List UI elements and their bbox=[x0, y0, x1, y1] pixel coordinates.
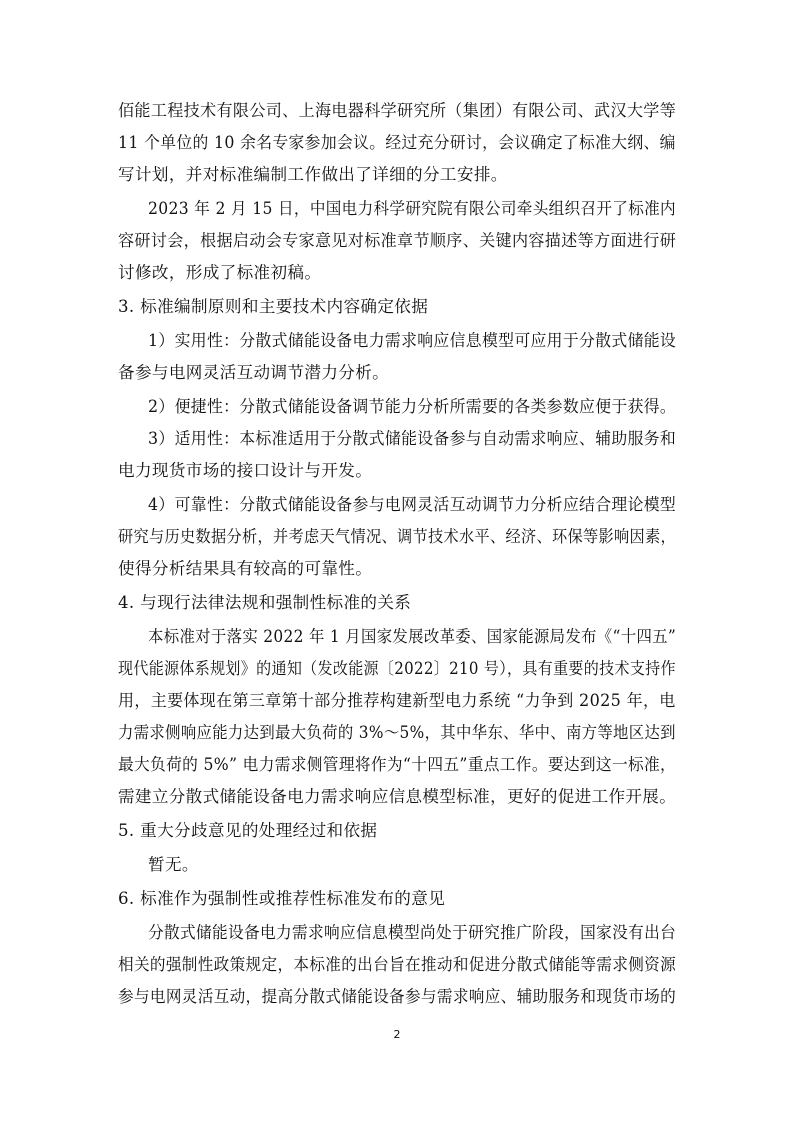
text-line: 分散式储能设备电力需求响应信息模型尚处于研究推广阶段，国家没有出台 bbox=[148, 923, 677, 942]
text-line: 写计划，并对标准编制工作做出了详细的分工安排。 bbox=[118, 165, 508, 184]
text-line: 相关的强制性政策规定，本标准的出台旨在推动和促进分散式储能等需求侧资源 bbox=[118, 955, 677, 974]
section-heading: 6. 标准作为强制性或推荐性标准发布的意见 bbox=[118, 889, 446, 908]
text-line: 力需求侧响应能力达到最大负荷的 3%～5%，其中华东、华中、南方等地区达到 bbox=[118, 723, 676, 742]
page-number: 2 bbox=[393, 1028, 401, 1041]
text-line: 容研讨会，根据启动会专家意见对标准章节顺序、关键内容描述等方面进行研 bbox=[118, 231, 677, 250]
text-line: 讨修改，形成了标准初稿。 bbox=[118, 263, 322, 282]
text-line: 电力现货市场的接口设计与开发。 bbox=[118, 461, 373, 480]
text-line: 需建立分散式储能设备电力需求响应信息模型标准，更好的促进工作开展。 bbox=[118, 787, 677, 806]
text-line: 现代能源体系规划》的通知（发改能源〔2022〕210 号），具有重要的技术支持作 bbox=[118, 659, 676, 678]
text-line: 研究与历史数据分析，并考虑天气情况、调节技术水平、经济、环保等影响因素， bbox=[118, 527, 677, 546]
text-line: 1）实用性：分散式储能设备电力需求响应信息模型可应用于分散式储能设 bbox=[148, 331, 677, 350]
text-line: 4）可靠性：分散式储能设备参与电网灵活互动调节力分析应结合理论模型 bbox=[148, 495, 677, 514]
text-line: 本标准对于落实 2022 年 1 月国家发展改革委、国家能源局发布《“十四五” bbox=[148, 627, 677, 646]
text-line: 用，主要体现在第三章第十部分推荐构建新型电力系统 “力争到 2025 年，电 bbox=[118, 691, 676, 710]
text-line: 11 个单位的 10 余名专家参加会议。经过充分研讨，会议确定了标准大纲、编 bbox=[118, 133, 676, 152]
section-heading: 4. 与现行法律法规和强制性标准的关系 bbox=[118, 593, 412, 612]
text-line: 暂无。 bbox=[148, 855, 199, 874]
section-heading: 5. 重大分歧意见的处理经过和依据 bbox=[118, 821, 378, 840]
text-line: 备参与电网灵活互动调节潜力分析。 bbox=[118, 363, 390, 382]
text-line: 2023 年 2 月 15 日，中国电力科学研究院有限公司牵头组织召开了标准内 bbox=[148, 199, 676, 218]
text-line: 佰能工程技术有限公司、上海电器科学研究所（集团）有限公司、武汉大学等 bbox=[118, 101, 677, 120]
text-line: 2）便捷性：分散式储能设备调节能力分析所需要的各类参数应便于获得。 bbox=[148, 397, 677, 416]
text-line: 使得分析结果具有较高的可靠性。 bbox=[118, 559, 373, 578]
text-line: 最大负荷的 5%” 电力需求侧管理将作为“十四五”重点工作。要达到这一标准， bbox=[118, 755, 677, 774]
text-line: 3）适用性：本标准适用于分散式储能设备参与自动需求响应、辅助服务和 bbox=[148, 429, 677, 448]
section-heading: 3. 标准编制原则和主要技术内容确定依据 bbox=[118, 297, 429, 316]
text-line: 参与电网灵活互动，提高分散式储能设备参与需求响应、辅助服务和现货市场的 bbox=[118, 987, 677, 1006]
